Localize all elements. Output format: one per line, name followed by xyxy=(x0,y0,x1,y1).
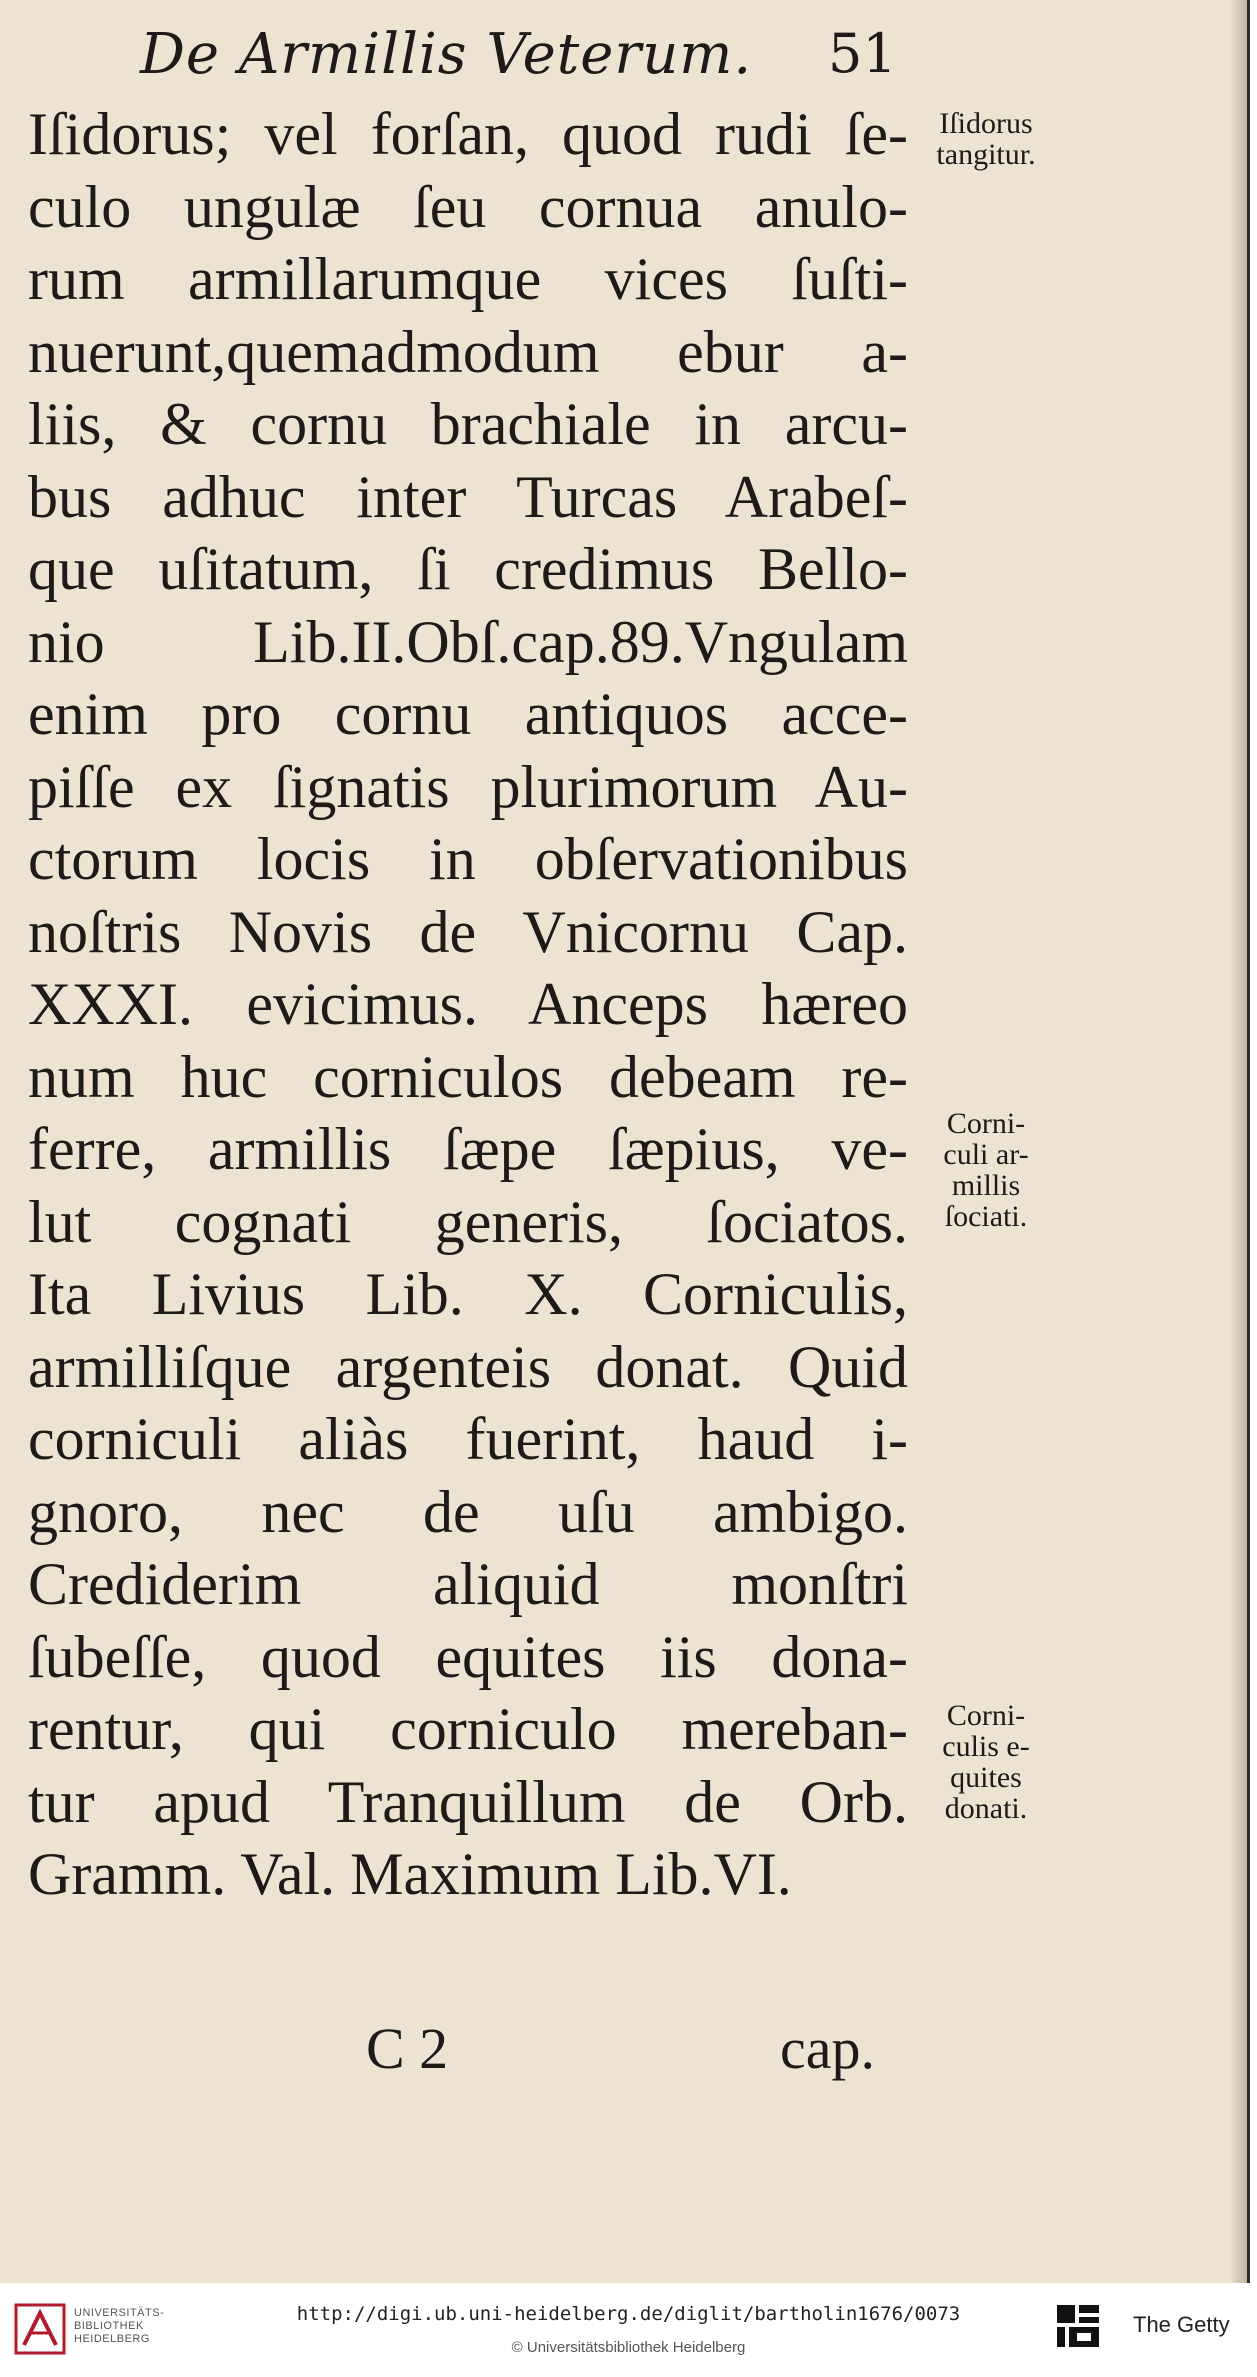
marginal-note-line: millis xyxy=(951,1169,1021,1202)
text-line: culo ungulæ ſeu cornua anulo- xyxy=(28,173,908,240)
text-line: Crediderim aliquid monſtri xyxy=(28,1551,908,1617)
text-line: piſſe ex ſignatis plurimorum Au- xyxy=(28,753,908,820)
marginal-note-line: Corni- xyxy=(946,1107,1026,1140)
text-line: noſtris Novis de Vnicornu Cap. xyxy=(28,898,908,965)
text-line: rum armillarumque vices ſuſti- xyxy=(28,246,908,312)
page-number: 51 xyxy=(828,22,897,85)
text-line: Iſidorus; vel forſan, quod rudi ſe- xyxy=(28,101,908,167)
marginal-note-line: culis e- xyxy=(942,1730,1030,1763)
text-line: ferre, armillis ſæpe ſæpius, ve- xyxy=(28,1116,908,1182)
text-line: nuerunt,quemadmodum ebur a- xyxy=(28,318,908,385)
body-text xyxy=(28,98,908,1911)
text-line: bus adhuc inter Turcas Arabeſ- xyxy=(28,463,908,530)
marginal-note xyxy=(902,1700,1070,1824)
text-line: ſubeſſe, quod equites iis dona- xyxy=(28,1623,908,1690)
sponsor-name: The Getty xyxy=(1133,2312,1230,2337)
marginal-note-line: quites xyxy=(950,1761,1022,1794)
text-line: Gramm. Val. Maximum Lib.VI. xyxy=(28,1841,792,1907)
text-line: XXXI. evicimus. Anceps hæreo xyxy=(28,971,908,1037)
library-name-line: UNIVERSITÄTS- xyxy=(74,2307,165,2319)
signature-mark: C 2 xyxy=(366,2016,449,2081)
marginal-note-line: donati. xyxy=(944,1792,1028,1825)
text-line: gnoro, nec de uſu ambigo. xyxy=(28,1478,908,1545)
marginal-note-line: Corni- xyxy=(946,1699,1026,1732)
text-line: tur apud Tranquillum de Orb. xyxy=(28,1768,908,1835)
text-line: ctorum locis in obſervationibus xyxy=(28,826,908,892)
running-head: De Armillis Veterum. xyxy=(140,22,753,87)
text-line: liis, & cornu brachiale in arcu- xyxy=(28,391,908,457)
text-line: que uſitatum, ſi credimus Bello- xyxy=(28,536,908,602)
text-line: Ita Livius Lib. X. Corniculis, xyxy=(28,1261,908,1327)
permalink[interactable]: http://digi.ub.uni-heidelberg.de/diglit/bartholin1676/0073 xyxy=(296,2303,961,2325)
marginal-note-line: tangitur. xyxy=(936,138,1036,171)
text-line: armilliſque argenteis donat. Quid xyxy=(28,1333,908,1400)
marginal-note-line: ſociati. xyxy=(944,1200,1028,1233)
viewer-footer xyxy=(0,2283,1257,2377)
library-name-line: BIBLIOTHEK xyxy=(74,2320,144,2332)
text-line: num huc corniculos debeam re- xyxy=(28,1043,908,1110)
marginal-note-line: culi ar- xyxy=(943,1138,1029,1171)
text-line: corniculi aliàs fuerint, haud i- xyxy=(28,1406,908,1472)
text-line: nio Lib.II.Obſ.cap.89.Vngulam xyxy=(28,608,908,675)
marginal-note xyxy=(902,108,1070,170)
marginal-note xyxy=(902,1108,1070,1232)
library-name-line: HEIDELBERG xyxy=(74,2333,150,2345)
catchword: cap. xyxy=(780,2016,875,2081)
text-line: rentur, qui corniculo mereban- xyxy=(28,1696,908,1762)
marginal-note-line: Iſidorus xyxy=(939,107,1033,140)
copyright-notice: © Universitätsbibliothek Heidelberg xyxy=(511,2339,746,2356)
text-line: lut cognati generis, ſociatos. xyxy=(28,1188,908,1255)
text-line: enim pro cornu antiquos acce- xyxy=(28,681,908,747)
getty-logo xyxy=(1055,2303,1101,2349)
